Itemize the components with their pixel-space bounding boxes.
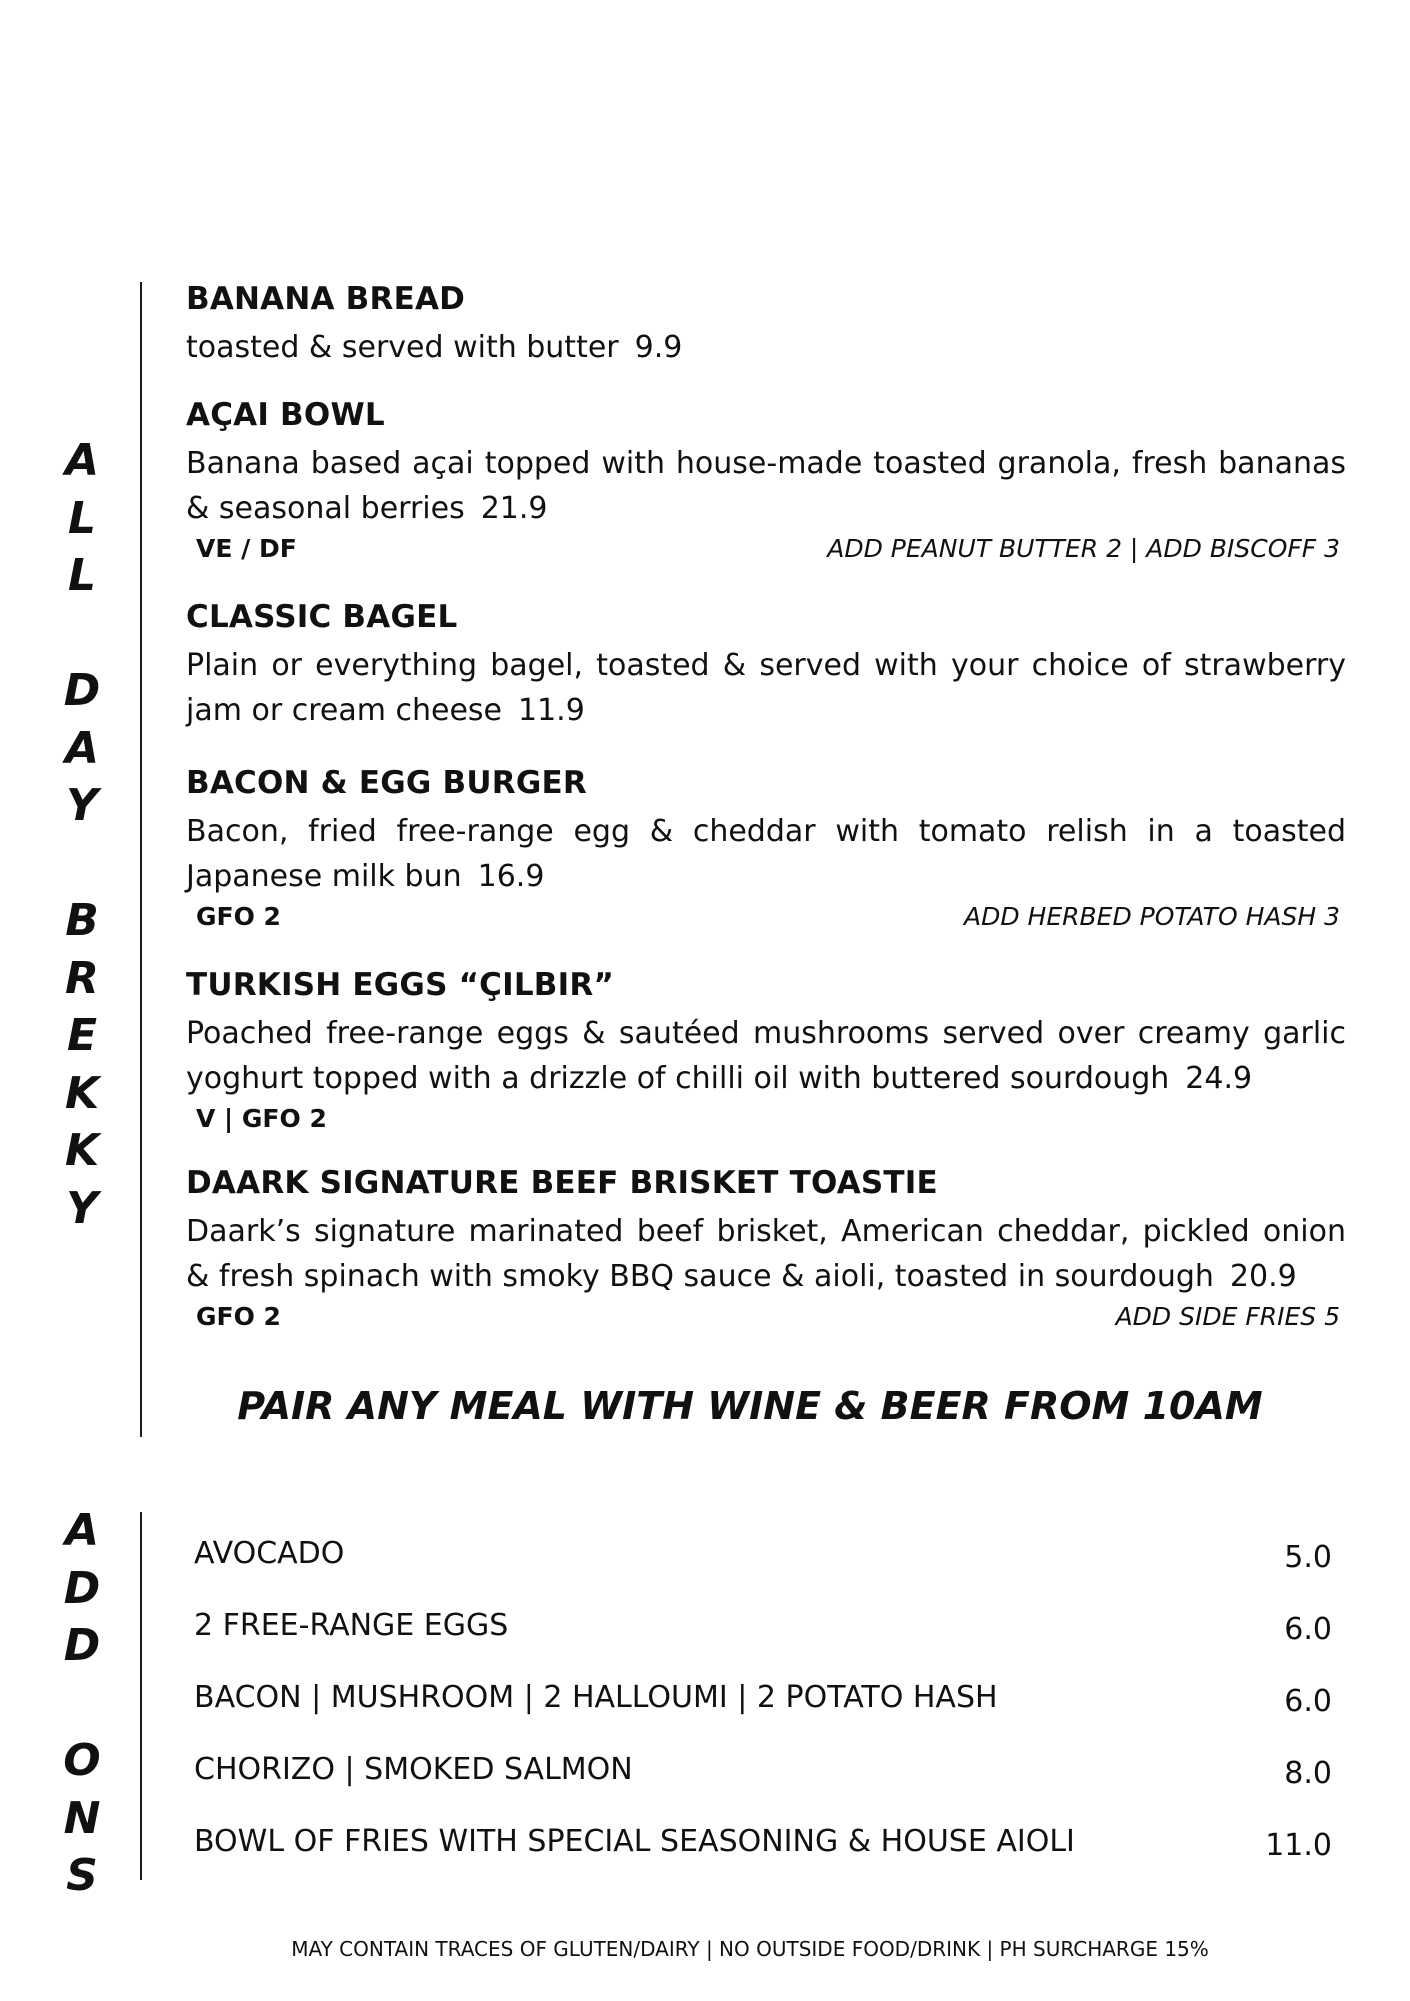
menu-item-title: TURKISH EGGS “ÇILBIR” [186, 967, 615, 1003]
addon-price: 5.0 [1284, 1540, 1332, 1575]
dietary-tag: VE / DF [196, 534, 297, 563]
dietary-tag: V | GFO 2 [196, 1104, 327, 1133]
menu-item-description: toasted & served with butter 9.9 [186, 330, 683, 365]
menu-item-acai-bowl [186, 395, 1346, 567]
pairing-banner: PAIR ANY MEAL WITH WINE & BEER FROM 10AM [237, 1384, 1263, 1428]
label-letter: D [63, 1620, 101, 1671]
menu-item-price: 11.9 [517, 693, 585, 728]
label-letter [62, 835, 102, 893]
add-on-option: ADD PEANUT BUTTER 2 | ADD BISCOFF 3 [827, 534, 1340, 563]
menu-item-meta [186, 1101, 1346, 1137]
label-letter: D [63, 665, 101, 716]
addon-label: CHORIZO | SMOKED SALMON [194, 1752, 633, 1787]
label-letter: Y [66, 780, 98, 831]
menu-item-description: Banana based açai topped with house-made toasted granola, fresh bananas & seasonal berries 21.9 [186, 446, 1346, 526]
menu-item-title: AÇAI BOWL [186, 397, 385, 433]
menu-item-description: Poached free-range eggs & sautéed mushrooms served over creamy garlic yoghurt topped with a drizzle of chilli oil with buttered sourdough 24.9 [186, 1016, 1346, 1096]
footer-disclaimer: MAY CONTAIN TRACES OF GLUTEN/DAIRY | NO OUTSIDE FOOD/DRINK | PH SURCHARGE 15% [291, 1937, 1209, 1961]
menu-item-bacon-egg-burger [186, 763, 1346, 935]
addon-label: AVOCADO [194, 1536, 345, 1571]
menu-item-title: BACON & EGG BURGER [186, 765, 587, 801]
label-letter: A [64, 435, 100, 486]
menu-item-price: 21.9 [480, 491, 548, 526]
menu-item-price: 24.9 [1185, 1061, 1253, 1096]
label-letter: B [65, 895, 99, 946]
addon-label: 2 FREE-RANGE EGGS [194, 1608, 509, 1643]
menu-item-title: DAARK SIGNATURE BEEF BRISKET TOASTIE [186, 1165, 938, 1201]
addon-label: BOWL OF FRIES WITH SPECIAL SEASONING & HOUSE AIOLI [194, 1824, 1075, 1859]
label-letter [62, 1675, 102, 1733]
menu-item-classic-bagel [186, 597, 1346, 733]
section-divider-add-ons [140, 1512, 142, 1880]
menu-item-description: Plain or everything bagel, toasted & served with your choice of strawberry jam or cream cheese 11.9 [186, 648, 1346, 728]
menu-item-description: Daark’s signature marinated beef brisket, American cheddar, pickled onion & fresh spinach with smoky BBQ sauce & aioli, toasted in sourdough 20.9 [186, 1214, 1346, 1294]
label-letter: E [66, 1010, 98, 1061]
menu-item-title: BANANA BREAD [186, 281, 466, 317]
label-letter: R [65, 952, 99, 1004]
addon-price: 11.0 [1265, 1828, 1332, 1863]
label-letter: A [64, 722, 100, 774]
dietary-tag: GFO 2 [196, 1302, 281, 1331]
menu-item-meta [186, 899, 1346, 935]
menu-item-title: CLASSIC BAGEL [186, 599, 458, 635]
label-letter: L [67, 550, 97, 601]
addon-label: BACON | MUSHROOM | 2 HALLOUMI | 2 POTATO HASH [194, 1680, 998, 1715]
menu-item-banana-bread [186, 279, 1346, 370]
addon-price: 6.0 [1284, 1684, 1332, 1719]
menu-item-price: 9.9 [634, 330, 683, 365]
label-letter: O [63, 1735, 101, 1786]
label-letter: D [63, 1562, 101, 1614]
dietary-tag: GFO 2 [196, 902, 281, 931]
label-letter: Y [66, 1182, 98, 1234]
label-letter: N [63, 1792, 101, 1844]
label-letter: K [64, 1125, 100, 1176]
all-day-brekky-label [62, 432, 102, 1237]
addon-price: 8.0 [1284, 1756, 1332, 1791]
addon-price: 6.0 [1284, 1612, 1332, 1647]
menu-item-meta [186, 531, 1346, 567]
label-letter: A [64, 1505, 100, 1556]
menu-item-beef-brisket-toastie [186, 1163, 1346, 1335]
add-ons-label [62, 1502, 102, 1905]
add-on-option: ADD HERBED POTATO HASH 3 [964, 902, 1340, 931]
menu-item-price: 16.9 [477, 859, 545, 894]
label-letter [62, 605, 102, 663]
section-divider-all-day-brekky [140, 282, 142, 1437]
menu-item-price: 20.9 [1229, 1259, 1297, 1294]
label-letter: L [67, 492, 97, 544]
label-letter: S [66, 1850, 98, 1901]
menu-item-description: Bacon, fried free-range egg & cheddar with tomato relish in a toasted Japanese milk bun 16.9 [186, 814, 1346, 894]
menu-item-meta [186, 1299, 1346, 1335]
label-letter: K [64, 1067, 100, 1119]
add-on-option: ADD SIDE FRIES 5 [1115, 1302, 1340, 1331]
menu-item-turkish-eggs [186, 965, 1346, 1137]
